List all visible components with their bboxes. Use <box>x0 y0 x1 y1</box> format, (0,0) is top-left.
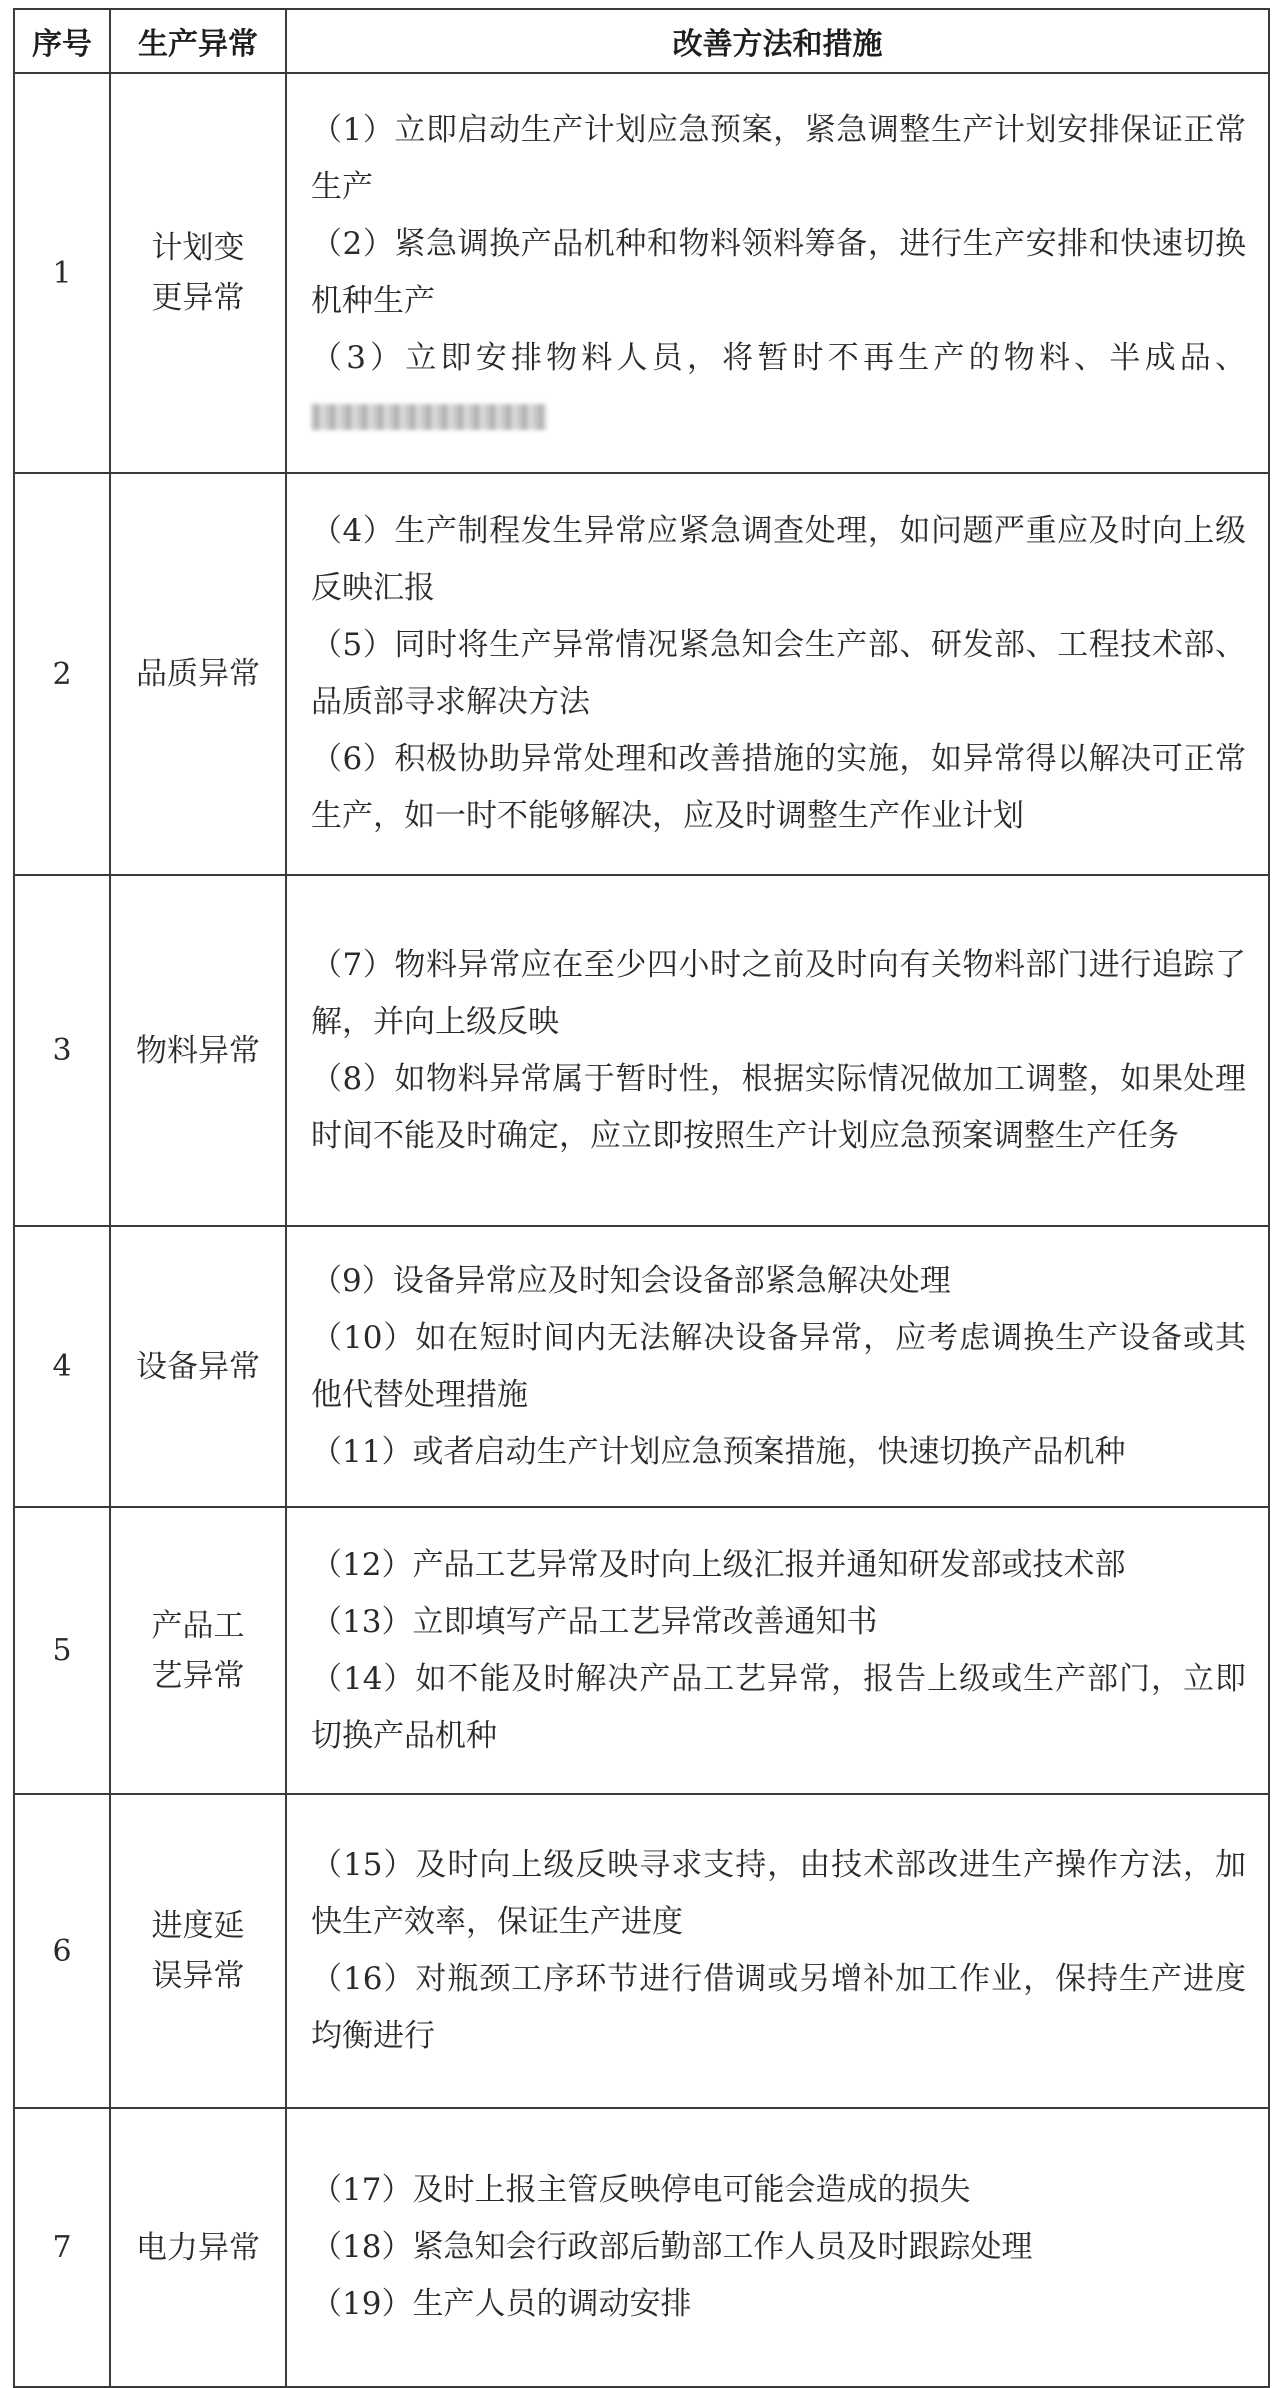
measure-item: （13）立即填写产品工艺异常改善通知书 <box>311 1603 878 1640</box>
row-type: 电力异常 <box>136 2229 260 2266</box>
measure-item: （2）紧急调换产品机种和物料领料筹备，进行生产安排和快速切换机种生产 <box>311 226 1246 319</box>
row-no: 3 <box>14 875 110 1226</box>
row-type-cell <box>110 875 286 1226</box>
row-type: 进度延误异常 <box>151 1908 245 1994</box>
table-row <box>14 473 1269 875</box>
measure-item: （4）生产制程发生异常应紧急调查处理，如问题严重应及时向上级反映汇报 <box>311 513 1246 606</box>
measure-item: （8）如物料异常属于暂时性，根据实际情况做加工调整，如果处理时间不能及时确定，应立即按照生产计划应急预案调整生产任务 <box>311 1060 1246 1154</box>
row-no: 7 <box>14 2108 110 2387</box>
measure-item: （11）或者启动生产计划应急预案措施，快速切换产品机种 <box>311 1433 1126 1470</box>
measure-item: （9）设备异常应及时知会设备部紧急解决处理 <box>311 1262 951 1299</box>
measure-item-truncated <box>311 330 1246 444</box>
measure-item: （12）产品工艺异常及时向上级汇报并通知研发部或技术部 <box>311 1546 1126 1583</box>
table-row <box>14 875 1269 1226</box>
measure-item: （14）如不能及时解决产品工艺异常，报告上级或生产部门，立即切换产品机种 <box>311 1660 1246 1754</box>
row-measures <box>286 1507 1269 1794</box>
measure-item: （6）积极协助异常处理和改善措施的实施，如异常得以解决可正常生产，如一时不能够解决，应及时调整生产作业计划 <box>311 741 1246 834</box>
measure-item: （17）及时上报主管反映停电可能会造成的损失 <box>311 2172 971 2208</box>
row-measures <box>286 875 1269 1226</box>
row-measures <box>286 473 1269 875</box>
row-measures <box>286 1226 1269 1507</box>
measure-item: （16）对瓶颈工序环节进行借调或另增补加工作业，保持生产进度均衡进行 <box>311 1961 1246 2054</box>
measure-item: （10）如在短时间内无法解决设备异常，应考虑调换生产设备或其他代替处理措施 <box>311 1319 1246 1413</box>
row-type-cell <box>110 1794 286 2108</box>
row-measures <box>286 73 1269 473</box>
header-no: 序号 <box>14 9 110 73</box>
row-type: 品质异常 <box>136 656 260 692</box>
row-type-cell <box>110 1507 286 1794</box>
measure-item: （5）同时将生产异常情况紧急知会生产部、研发部、工程技术部、品质部寻求解决方法 <box>311 627 1246 720</box>
row-no: 5 <box>14 1507 110 1794</box>
row-measures <box>286 2108 1269 2387</box>
header-measures: 改善方法和措施 <box>286 9 1269 73</box>
header-type: 生产异常 <box>110 9 286 73</box>
measure-item: （15）及时向上级反映寻求支持，由技术部改进生产操作方法，加快生产效率，保证生产进度 <box>311 1847 1246 1940</box>
row-type-cell <box>110 2108 286 2387</box>
row-type: 产品工艺异常 <box>151 1607 245 1694</box>
row-no: 4 <box>14 1226 110 1507</box>
row-type: 设备异常 <box>136 1348 260 1385</box>
row-type: 计划变更异常 <box>151 230 245 316</box>
row-type: 物料异常 <box>136 1032 260 1069</box>
blurred-text-redaction <box>311 404 547 430</box>
table-row <box>14 2108 1269 2387</box>
measure-item: （7）物料异常应在至少四小时之前及时向有关物料部门进行追踪了解，并向上级反映 <box>311 946 1246 1040</box>
table-row <box>14 1507 1269 1794</box>
row-measures <box>286 1794 1269 2108</box>
row-no: 6 <box>14 1794 110 2108</box>
abnormality-measures-table <box>13 8 1270 2388</box>
row-type-cell <box>110 1226 286 1507</box>
row-no: 1 <box>14 73 110 473</box>
table-row <box>14 73 1269 473</box>
row-type-cell <box>110 73 286 473</box>
row-type-cell <box>110 473 286 875</box>
table-row <box>14 1794 1269 2108</box>
row-no: 2 <box>14 473 110 875</box>
table-header-row <box>14 9 1269 73</box>
measure-item: （18）紧急知会行政部后勤部工作人员及时跟踪处理 <box>311 2229 1033 2265</box>
table-row <box>14 1226 1269 1507</box>
measure-item: （19）生产人员的调动安排 <box>311 2286 692 2322</box>
measure-item-text: （3）立即安排物料人员，将暂时不再生产的物料、半成品、 <box>311 340 1246 376</box>
measure-item: （1）立即启动生产计划应急预案，紧急调整生产计划安排保证正常生产 <box>311 112 1246 205</box>
